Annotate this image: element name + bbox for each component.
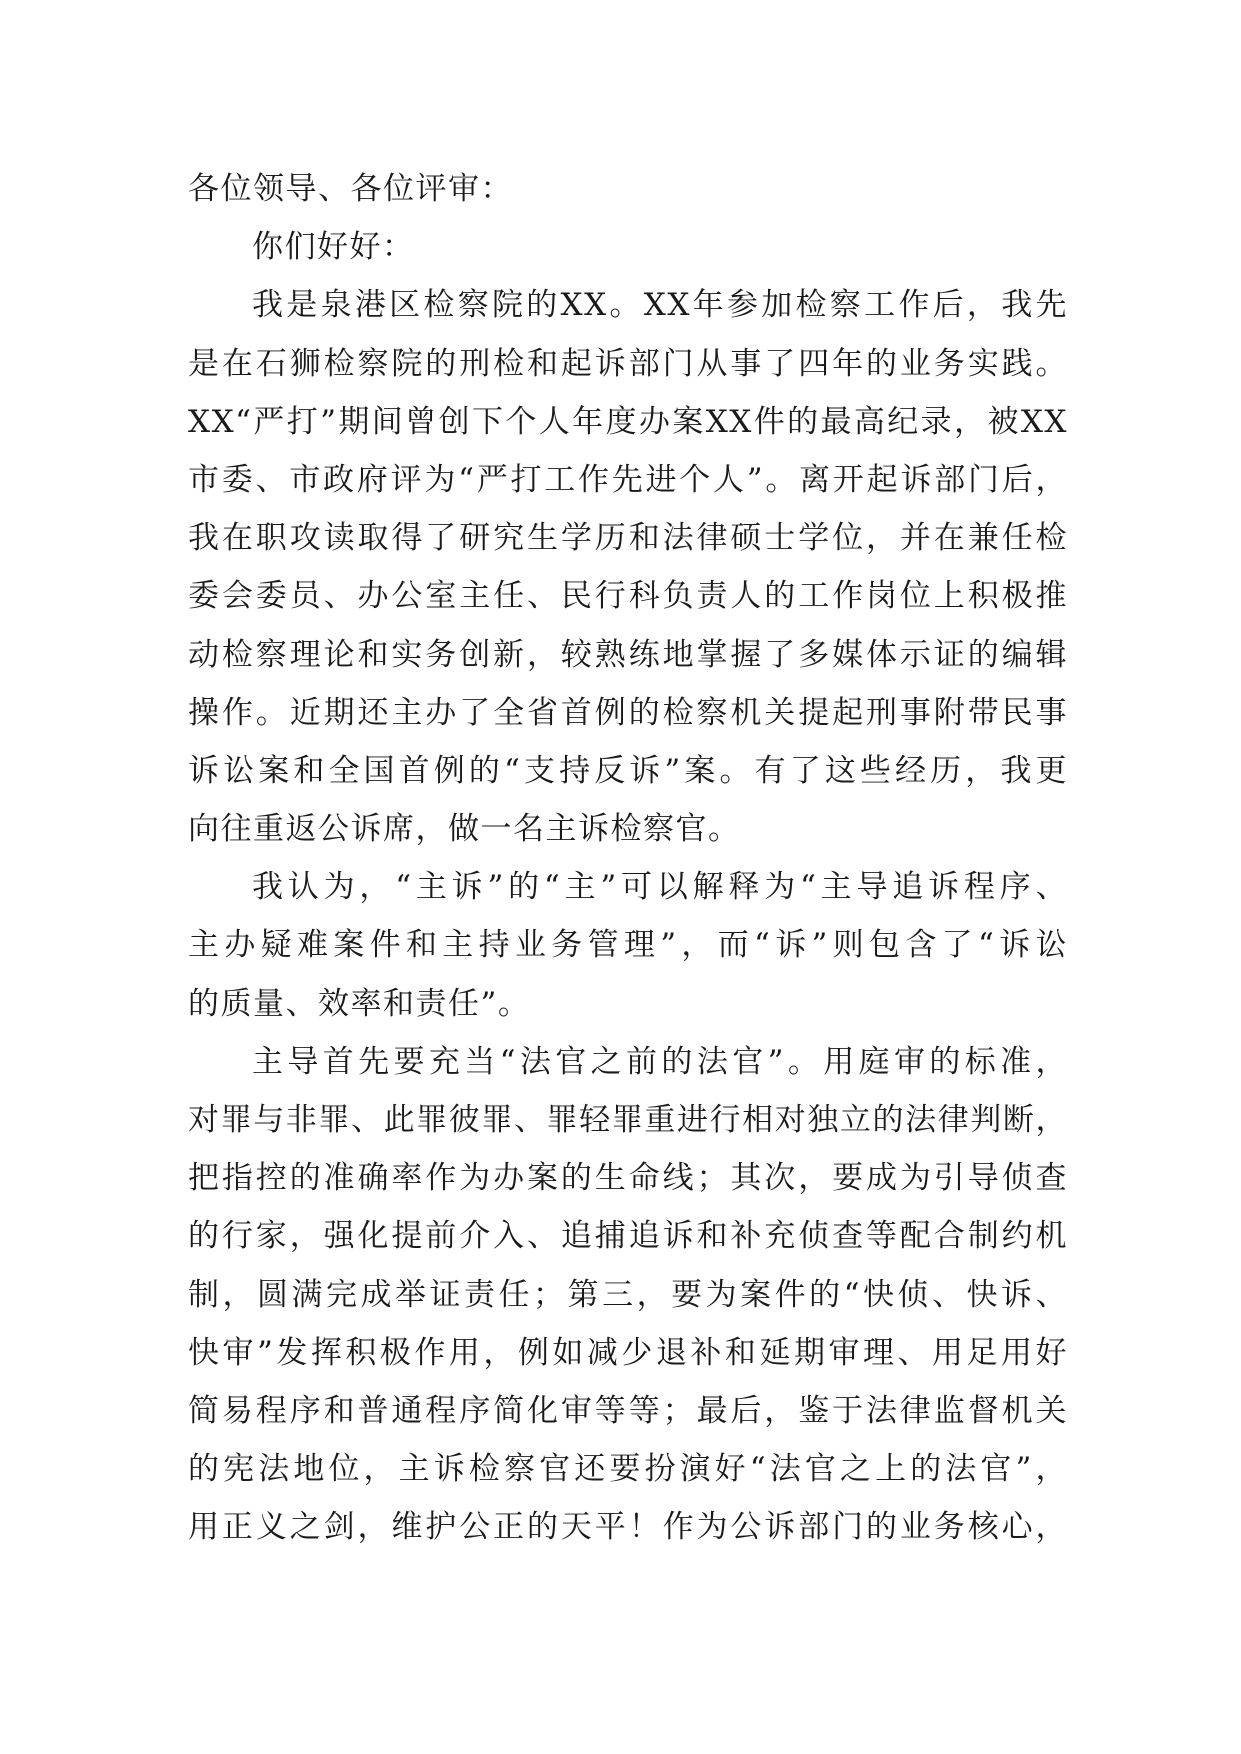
salutation-line: 各位领导、各位评审：: [188, 171, 513, 207]
body-line: 主办疑难案件和主持业务管理”，而“诉”则包含了“诉讼: [188, 927, 1068, 964]
body-line: 向往重返公诉席，做一名主诉检察官。: [188, 811, 741, 848]
body-line: XX“严打”期间曾创下个人年度办案XX件的最高纪录，被XX: [188, 403, 1068, 440]
body-line: 对罪与非罪、此罪彼罪、罪轻罪重进行相对独立的法律判断，: [188, 1102, 1068, 1138]
body-line: 是在石狮检察院的刑检和起诉部门从事了四年的业务实践。: [188, 345, 1068, 382]
body-line: 市委、市政府评为“严打工作先进个人”。离开起诉部门后，: [188, 461, 1068, 498]
body-line: 我是泉港区检察院的XX。XX年参加检察工作后，我先: [252, 287, 1068, 324]
greeting-line: 你们好好：: [252, 229, 415, 266]
body-line: 操作。近期还主办了全省首例的检察机关提起刑事附带民事: [188, 694, 1068, 731]
body-line: 把指控的准确率作为办案的生命线；其次，要成为引导侦查: [188, 1160, 1068, 1197]
body-line: 的质量、效率和责任”。: [188, 985, 531, 1022]
body-line: 制，圆满完成举证责任；第三，要为案件的“快侦、快诉、: [188, 1276, 1068, 1313]
body-line: 我认为，“主诉”的“主”可以解释为“主导追诉程序、: [252, 869, 1068, 906]
body-line: 快审”发挥积极作用，例如减少退补和延期审理、用足用好: [188, 1334, 1068, 1371]
body-line: 我在职攻读取得了研究生学历和法律硕士学位，并在兼任检: [188, 520, 1068, 557]
body-line: 诉讼案和全国首例的“支持反诉”案。有了这些经历，我更: [188, 752, 1068, 789]
body-line: 动检察理论和实务创新，较熟练地掌握了多媒体示证的编辑: [188, 636, 1068, 673]
body-line: 简易程序和普通程序简化审等等；最后，鉴于法律监督机关: [188, 1392, 1068, 1429]
body-line: 的行家，强化提前介入、追捕追诉和补充侦查等配合制约机: [188, 1218, 1068, 1255]
body-line: 用正义之剑，维护公正的天平！作为公诉部门的业务核心，: [188, 1509, 1068, 1546]
body-line: 的宪法地位，主诉检察官还要扮演好“法官之上的法官”，: [188, 1451, 1068, 1488]
document-body: [188, 160, 1068, 1557]
body-line: 委会委员、办公室主任、民行科负责人的工作岗位上积极推: [188, 578, 1068, 615]
body-line: 主导首先要充当“法官之前的法官”。用庭审的标准，: [252, 1043, 1068, 1080]
